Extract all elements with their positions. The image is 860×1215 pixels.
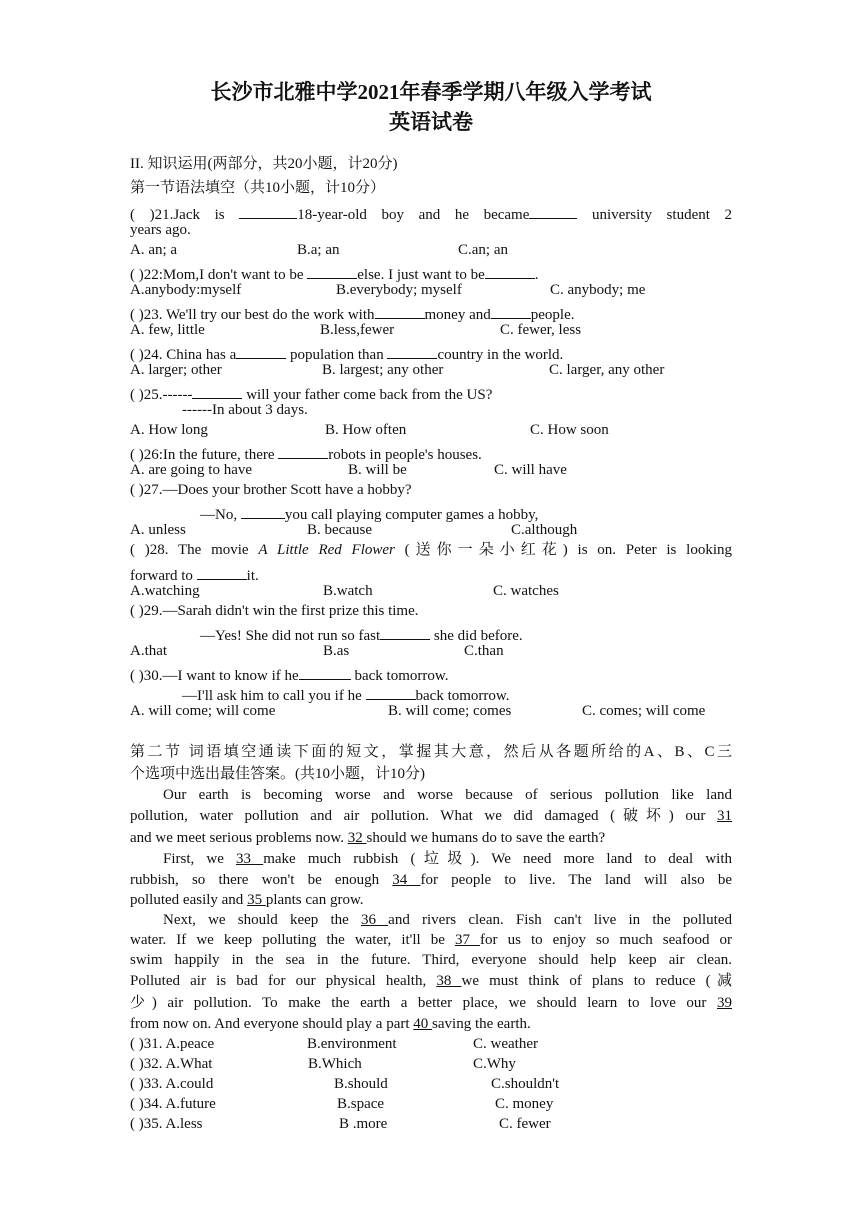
part1-header: 第一节语法填空（共10小题，计10分） [130, 180, 386, 196]
answer-blank [299, 664, 351, 680]
question-30-reply: —I'll ask him to call you if he back tomorrow. [182, 684, 510, 704]
question-21-option-c: C.an; an [458, 242, 508, 258]
question-22-option-a: A.anybody:myself [130, 282, 242, 298]
question-27-reply: —No, you call playing computer games a hobby, [200, 503, 538, 523]
question-29-option-c: C.than [464, 643, 504, 659]
question-32-option-b: B.Which [308, 1056, 362, 1072]
question-28-option-b: B.watch [323, 583, 373, 599]
answer-blank [366, 684, 416, 700]
passage-line: 少) air pollution. To make the earth a better place, we should learn to love our 39 [130, 995, 732, 1011]
answer-blank [239, 203, 297, 219]
question-29-reply: —Yes! She did not run so fast she did before. [200, 624, 523, 644]
question-35-option-b: B .more [339, 1116, 388, 1132]
passage-line: rubbish, so there won't be enough 34 for people to live. The land will also be [130, 872, 732, 888]
blank-35: 35 [247, 892, 266, 908]
question-24-option-b: B. largest; any other [322, 362, 444, 378]
movie-title: A Little Red Flower [258, 542, 395, 558]
question-31-option-c: C. weather [473, 1036, 538, 1052]
passage-line: pollution, water pollution and air pollution. What we did damaged (破坏) our 31 [130, 808, 733, 824]
question-22-option-c: C. anybody; me [550, 282, 646, 298]
question-21-stem-cont: years ago. [130, 222, 191, 238]
answer-blank [485, 263, 535, 279]
question-26-stem: ( )26:In the future, there robots in people's houses. [130, 443, 482, 463]
question-23-option-c: C. fewer, less [500, 322, 582, 338]
part2-header-cont: 个选项中选出最佳答案。(共10小题，计10分) [130, 766, 425, 782]
question-22-stem: ( )22:Mom,I don't want to be else. I just want to be . [130, 263, 539, 283]
passage-line: and we meet serious problems now. 32 should we humans do to save the earth? [130, 830, 606, 846]
question-33-option-b: B.should [334, 1076, 388, 1092]
question-24-option-c: C. larger, any other [549, 362, 665, 378]
question-24-option-a: A. larger; other [130, 362, 222, 378]
blank-39: 39 [717, 995, 732, 1011]
answer-blank [491, 303, 531, 319]
passage-line: from now on. And everyone should play a part 40 saving the earth. [130, 1016, 531, 1032]
passage-line: First, we 33 make much rubbish (垃圾). We need more land to deal with [163, 851, 733, 867]
question-23-option-b: B.less,fewer [320, 322, 395, 338]
question-34-stem: ( )34. A.future [130, 1096, 216, 1112]
question-25-stem: ( )25.------ will your father come back from the US? [130, 383, 492, 403]
passage-line: swim happily in the sea in the future. Third, everyone should help keep air clean. [130, 952, 732, 968]
question-22-option-b: B.everybody; myself [336, 282, 462, 298]
question-30-option-b: B. will come; comes [388, 703, 512, 719]
question-31-stem: ( )31. A.peace [130, 1036, 215, 1052]
question-21-option-b: B.a; an [297, 242, 340, 258]
blank-32: 32 [347, 830, 367, 846]
question-23-option-a: A. few, little [130, 322, 205, 338]
question-21-option-a: A. an; a [130, 242, 178, 258]
part2-header: 第二节 词语填空通读下面的短文，掌握其大意，然后从各题所给的A、B、C三 [130, 744, 732, 760]
passage-line: Next, we should keep the 36 and rivers clean. Fish can't live in the polluted [163, 912, 732, 928]
answer-blank [236, 343, 286, 359]
question-25-option-c: C. How soon [530, 422, 609, 438]
question-33-stem: ( )33. A.could [130, 1076, 214, 1092]
question-27-option-b: B. because [307, 522, 372, 538]
answer-blank [375, 303, 425, 319]
blank-37: 37 [454, 932, 481, 948]
question-29-option-b: B.as [323, 643, 350, 659]
exam-subtitle: 英语试卷 [389, 110, 473, 134]
answer-blank [241, 503, 285, 519]
question-29-stem: ( )29.—Sarah didn't win the first prize this time. [130, 603, 419, 619]
question-32-option-c: C.Why [473, 1056, 516, 1072]
question-27-option-a: A. unless [130, 522, 186, 538]
section-header: II. 知识运用(两部分，共20小题，计20分) [130, 156, 398, 172]
passage-line: polluted easily and 35 plants can grow. [130, 892, 364, 908]
answer-blank [380, 624, 430, 640]
question-26-option-b: B. will be [348, 462, 407, 478]
question-25-option-b: B. How often [325, 422, 407, 438]
question-34-option-b: B.space [337, 1096, 385, 1112]
question-33-option-c: C.shouldn't [491, 1076, 560, 1092]
answer-blank [278, 443, 328, 459]
question-28-option-a: A.watching [130, 583, 200, 599]
question-26-option-a: A. are going to have [130, 462, 253, 478]
passage-line: Polluted air is bad for our physical health, 38 we must think of plans to reduce (减 [130, 973, 733, 989]
answer-blank [197, 564, 247, 580]
answer-blank [529, 203, 577, 219]
question-27-option-c: C.although [511, 522, 578, 538]
blank-34: 34 [392, 872, 421, 888]
question-30-stem: ( )30.—I want to know if he back tomorrow. [130, 664, 448, 684]
question-28-stem: ( )28. The movie A Little Red Flower (送你一朵小红花) is on. Peter is looking [130, 542, 732, 558]
question-28-option-c: C. watches [493, 583, 559, 599]
passage-line: Our earth is becoming worse and worse because of serious pollution like land [163, 787, 732, 803]
blank-40: 40 [413, 1016, 433, 1032]
question-24-stem: ( )24. China has a population than country in the world. [130, 343, 563, 363]
answer-blank [307, 263, 357, 279]
answer-blank [192, 383, 242, 399]
exam-title: 长沙市北雅中学2021年春季学期八年级入学考试 [210, 80, 652, 104]
question-35-option-c: C. fewer [499, 1116, 551, 1132]
blank-38: 38 [436, 973, 462, 989]
question-26-option-c: C. will have [494, 462, 567, 478]
question-21-stem: ( )21.Jack is 18-year-old boy and he became university student 2 [130, 203, 732, 223]
question-23-stem: ( )23. We'll try our best do the work with money and people. [130, 303, 574, 323]
question-31-option-b: B.environment [307, 1036, 397, 1052]
question-25-option-a: A. How long [130, 422, 208, 438]
question-35-stem: ( )35. A.less [130, 1116, 203, 1132]
answer-blank [387, 343, 437, 359]
question-30-option-a: A. will come; will come [130, 703, 276, 719]
blank-33: 33 [236, 851, 264, 867]
question-34-option-c: C. money [495, 1096, 554, 1112]
question-25-reply: ------In about 3 days. [182, 402, 308, 418]
question-32-stem: ( )32. A.What [130, 1056, 213, 1072]
passage-line: water. If we keep polluting the water, it'll be 37 for us to enjoy so much seafood or [130, 932, 733, 948]
question-28-stem-cont: forward to it. [130, 564, 259, 584]
question-27-stem: ( )27.—Does your brother Scott have a hobby? [130, 482, 412, 498]
question-29-option-a: A.that [130, 643, 168, 659]
blank-31: 31 [717, 808, 733, 824]
question-30-option-c: C. comes; will come [582, 703, 706, 719]
blank-36: 36 [360, 912, 389, 928]
